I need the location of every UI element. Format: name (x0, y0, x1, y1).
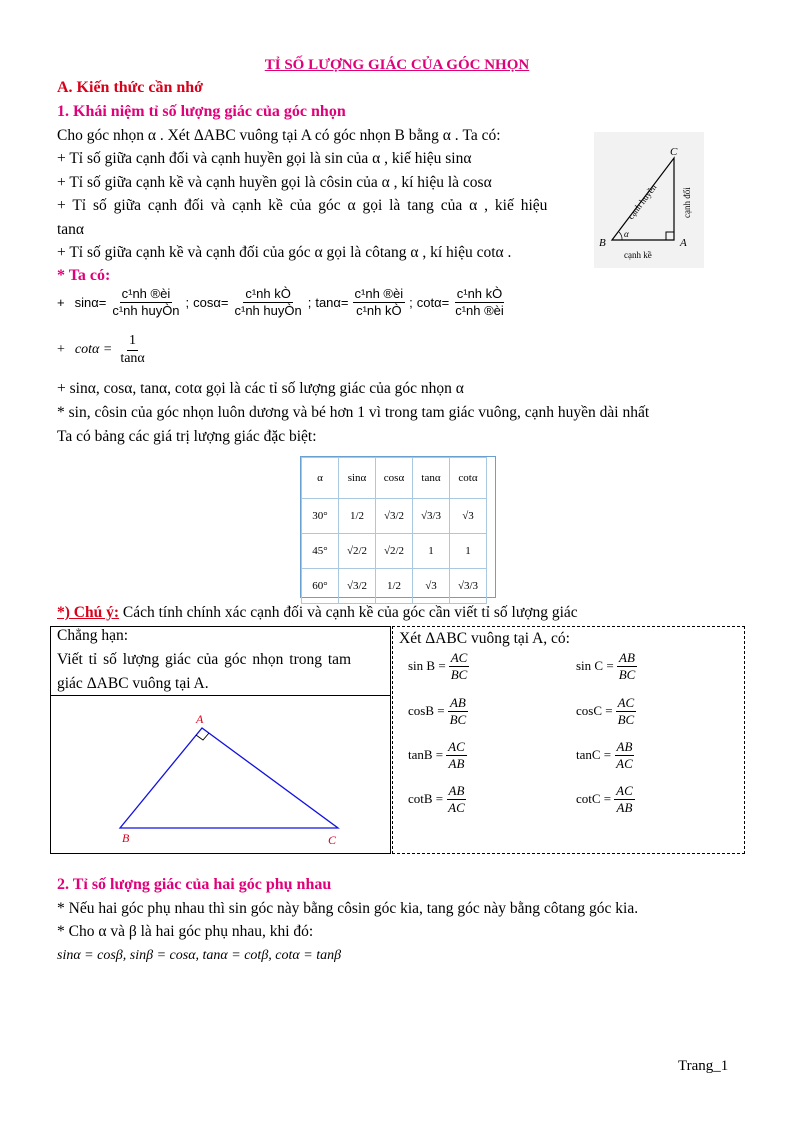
formula-sinb (408, 651, 469, 681)
vertex-c-label: C (670, 146, 678, 158)
formula-num: AC (617, 695, 635, 710)
formula-den: AB (616, 799, 633, 815)
formula-fraction (448, 696, 469, 726)
formula-den: AC (448, 799, 465, 815)
sin-den: c¹nh huyÒn (112, 302, 180, 318)
bullet-cos: + Tỉ số giữa cạnh kề và cạnh huyền gọi là côsin của α , kí hiệu là cosα (57, 174, 492, 191)
table-header-row (302, 458, 487, 499)
table-header-cell: cosα (376, 458, 413, 499)
example-vertex-b: B (122, 831, 130, 845)
example-line-1: Chẳng hạn: (57, 627, 129, 644)
formula-fraction (614, 784, 635, 814)
formula-cotb (408, 784, 467, 814)
table-row (302, 534, 487, 569)
formula-lhs: cosB = (408, 703, 445, 719)
table-header-cell: α (302, 458, 339, 499)
formula-num: AB (448, 783, 465, 798)
vertex-b-label: B (599, 237, 606, 249)
example-right-angle-mark (196, 733, 209, 740)
table-cell: 1 (413, 534, 450, 569)
example-triangle-svg (100, 708, 360, 848)
formula-num: AB (449, 695, 466, 710)
cos-den: c¹nh huyÒn (234, 302, 302, 318)
formula-tanc (576, 740, 635, 770)
formula-num: AC (616, 783, 633, 798)
opposite-label: cạnh đối (682, 187, 692, 218)
cot-relation-fraction (118, 334, 146, 366)
formula-num: AC (448, 739, 465, 754)
note-line: * sin, côsin của góc nhọn luôn dương và bé hơn 1 vì trong tam giác vuông, cạnh huyền dài nhất (57, 404, 650, 421)
cos-num: c¹nh kÒ (245, 286, 291, 301)
table-cell: √3/2 (339, 569, 376, 604)
bullet-tan-cont: tanα (57, 221, 85, 238)
alpha-label: α (624, 229, 629, 239)
table-cell: 30° (302, 499, 339, 534)
adjacent-label: cạnh kề (624, 250, 652, 260)
formula-fraction (446, 784, 467, 814)
formula-lhs: cosC = (576, 703, 613, 719)
formula-fraction (446, 740, 467, 770)
special-values-table (301, 457, 487, 604)
heading-1: 1. Khái niệm tỉ số lượng giác của góc nhọn (57, 103, 346, 120)
formula-lhs: tanC = (576, 747, 612, 763)
complement-line-3: sinα = cosβ, sinβ = cosα, tanα = cotβ, cotα = tanβ (57, 948, 342, 963)
table-intro: Ta có bảng các giá trị lượng giác đặc biệt: (57, 428, 317, 445)
formula-cosc (576, 696, 636, 726)
note-paragraph (57, 604, 578, 622)
complement-line-2: * Cho α và β là hai góc phụ nhau, khi đó: (57, 923, 314, 940)
table-row (302, 499, 487, 534)
tan-lhs: tanα= (315, 294, 349, 310)
example-vertex-a: A (196, 712, 204, 726)
cot-lhs: cotα= (416, 294, 450, 310)
table-cell: √3/3 (413, 499, 450, 534)
bullet-tan: + Tỉ số giữa cạnh đối và cạnh kề của góc α gọi là tang của α , kiế hiệu (57, 197, 548, 214)
table-cell: 1/2 (376, 569, 413, 604)
plus-sign: + (57, 342, 65, 358)
cot-den: c¹nh ®èi (455, 302, 504, 318)
hypotenuse-label: cạnh huyền (625, 182, 659, 222)
table-cell: √3 (413, 569, 450, 604)
triangle-figure (594, 132, 704, 268)
sin-fraction (110, 287, 181, 317)
intro-line: Cho góc nhọn α . Xét ΔABC vuông tại A có góc nhọn B bằng α . Ta có: (57, 127, 501, 144)
cot-num: c¹nh kÒ (456, 286, 503, 301)
complement-line-1: * Nếu hai góc phụ nhau thì sin góc này bằng côsin góc kia, tang góc này bằng côtang góc kia. (57, 900, 639, 917)
vertex-a-label: A (680, 237, 687, 249)
example-vertex-c: C (328, 833, 337, 847)
table-cell: √2/2 (339, 534, 376, 569)
heading-2: 2. Tỉ số lượng giác của hai góc phụ nhau (57, 876, 332, 893)
cos-fraction (233, 287, 304, 317)
tan-fraction (353, 287, 406, 317)
formula-lhs: sin C = (576, 658, 614, 674)
table-cell: √3 (450, 499, 487, 534)
formula-cosb (408, 696, 468, 726)
formula-tanb (408, 740, 467, 770)
table-cell: √2/2 (376, 534, 413, 569)
cot-fraction (453, 287, 506, 317)
formula-num: AB (619, 650, 635, 665)
bullet-sin: + Tỉ số giữa cạnh đối và cạnh huyền gọi là sin của α , kiế hiệu sinα (57, 150, 472, 167)
formula-den: AC (616, 755, 633, 771)
plus-sign: + (57, 294, 65, 310)
table-cell: 1 (450, 534, 487, 569)
formula-den: BC (449, 711, 467, 727)
example-triangle-shape (120, 728, 338, 828)
formula-fraction (617, 651, 638, 681)
angle-arc (619, 232, 622, 240)
formula-lhs: tanB = (408, 747, 444, 763)
cot-relation-den: tanα (120, 350, 145, 366)
formula-lhs: cotC = (576, 791, 612, 807)
table-cell: √3/3 (450, 569, 487, 604)
formula-den: BC (618, 666, 636, 682)
section-a-heading: A. Kiến thức cần nhớ (57, 79, 204, 96)
formula-den: BC (450, 666, 468, 682)
right-angle-mark (666, 232, 674, 240)
separator: ; (307, 294, 312, 310)
tan-den: c¹nh kÒ (356, 302, 402, 318)
cot-relation (57, 334, 147, 366)
ratio-formulas (57, 287, 506, 317)
cot-relation-num: 1 (127, 334, 138, 351)
formula-fraction (616, 696, 637, 726)
table-cell: √3/2 (376, 499, 413, 534)
formula-den: AB (448, 755, 465, 771)
table-cell: 45° (302, 534, 339, 569)
formula-num: AC (450, 650, 468, 665)
page-title: TỈ SỐ LƯỢNG GIÁC CỦA GÓC NHỌN (264, 57, 530, 73)
formula-num: AB (616, 739, 633, 754)
table-row (302, 569, 487, 604)
table-cell: 1/2 (339, 499, 376, 534)
table-header-cell: sinα (339, 458, 376, 499)
table-cell: 60° (302, 569, 339, 604)
bullet-cot: + Tỉ số giữa cạnh kề và cạnh đối của góc α gọi là côtang α , kí hiệu cotα . (57, 244, 512, 261)
cos-lhs: cosα= (193, 294, 229, 310)
note-label: *) Chú ý: (57, 604, 120, 621)
ta-co-heading: * Ta có: (57, 267, 111, 284)
formula-fraction (614, 740, 635, 770)
formula-fraction (449, 651, 470, 681)
triangle-svg (594, 132, 704, 268)
page-number: Trang_1 (678, 1058, 729, 1074)
formula-sinc (576, 651, 637, 681)
example-line-3: giác ΔABC vuông tại A. (57, 675, 209, 692)
example-line-2: Viết tỉ số lượng giác của góc nhọn trong tam (57, 651, 352, 668)
table-header-cell: cotα (450, 458, 487, 499)
tan-num: c¹nh ®èi (354, 286, 404, 301)
formula-lhs: sin B = (408, 658, 446, 674)
note-text: Cách tính chính xác cạnh đối và cạnh kề của góc cần viết tỉ số lượng giác (119, 604, 578, 621)
formula-den: BC (617, 711, 635, 727)
ratios-line: + sinα, cosα, tanα, cotα gọi là các tỉ số lượng giác của góc nhọn α (57, 380, 464, 397)
formula-cotc (576, 784, 635, 814)
separator: ; (185, 294, 190, 310)
example-right-intro: Xét ΔABC vuông tại A, có: (399, 630, 570, 647)
cot-relation-lhs: cotα = (74, 342, 113, 358)
separator: ; (409, 294, 413, 310)
sin-lhs: sinα= (74, 294, 107, 310)
formula-lhs: cotB = (408, 791, 444, 807)
table-header-cell: tanα (413, 458, 450, 499)
sin-num: c¹nh ®èi (121, 286, 171, 301)
